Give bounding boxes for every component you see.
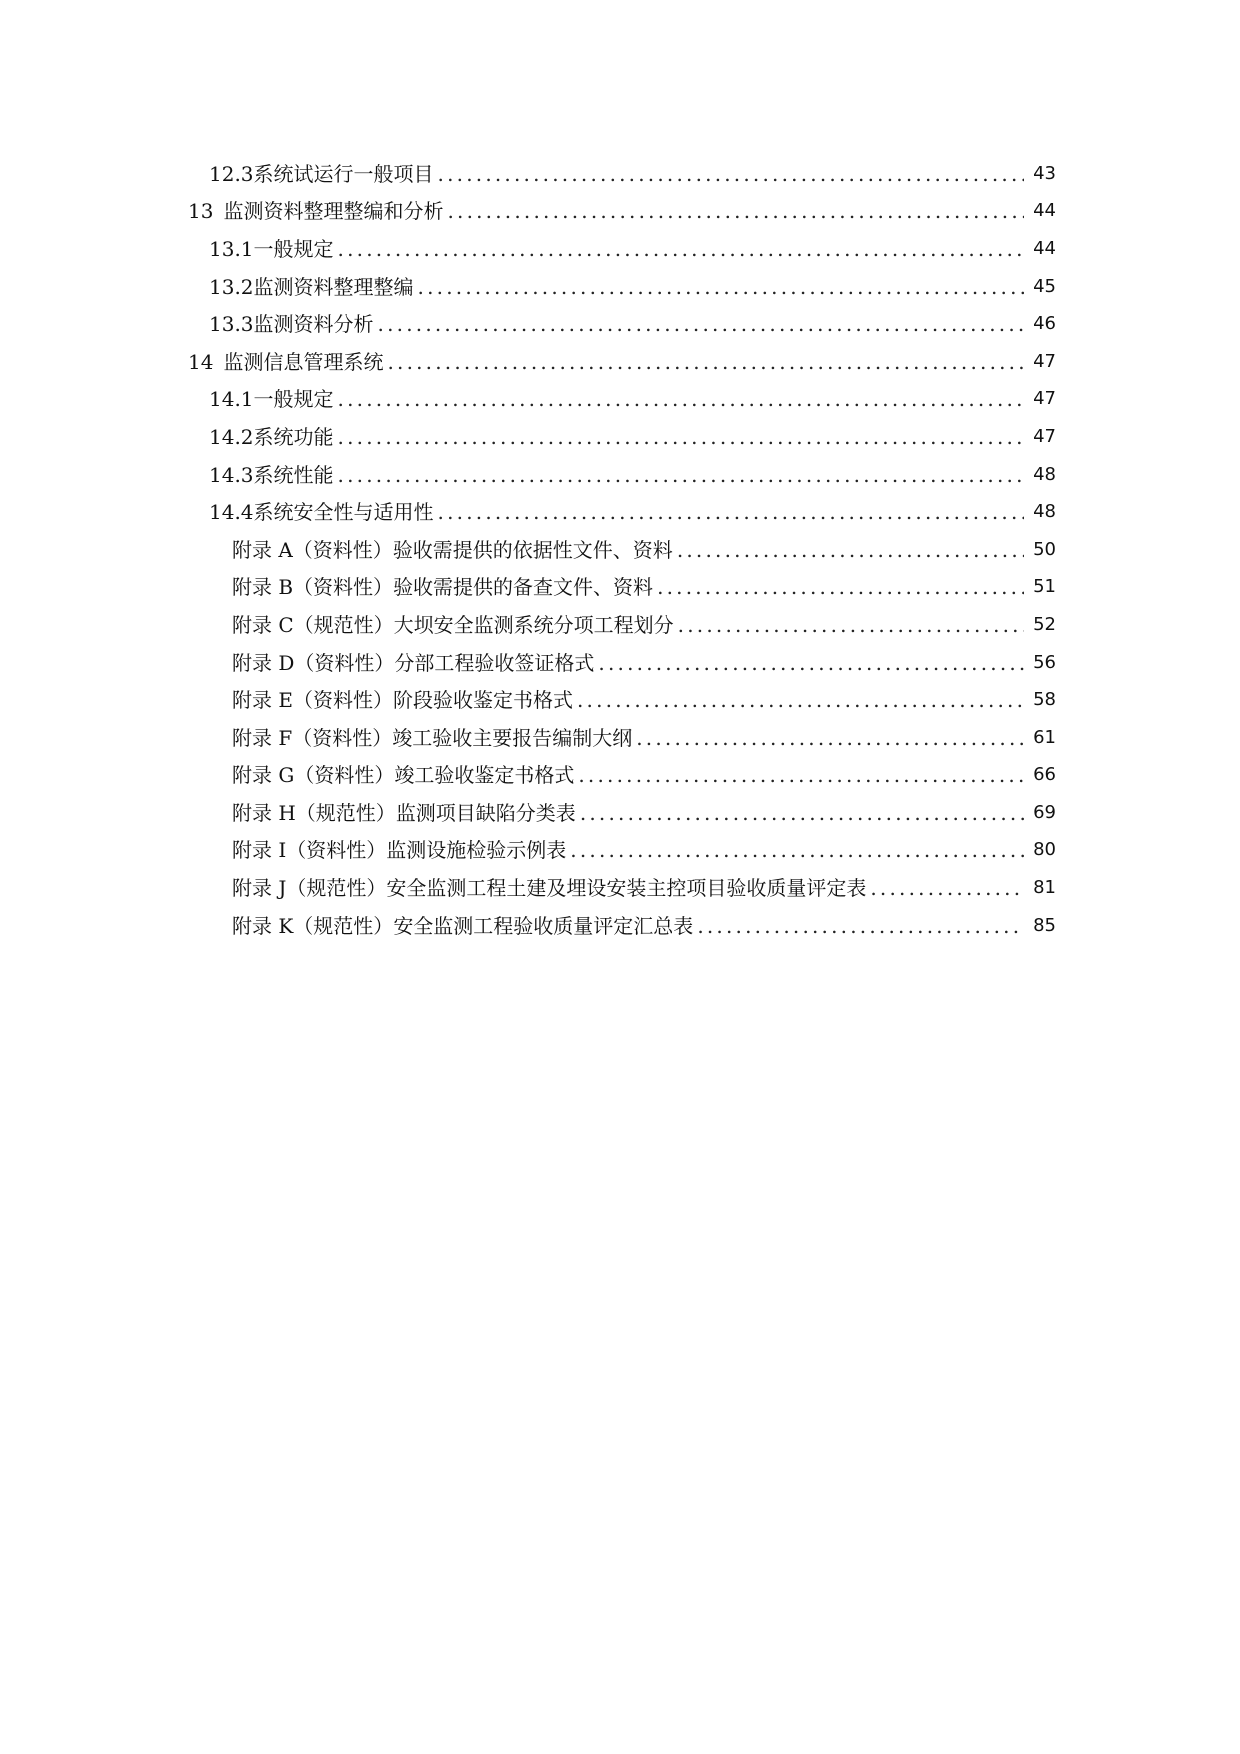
toc-entry-14-3[interactable]	[0, 456, 1056, 494]
toc-page-number: 47	[1033, 425, 1056, 447]
toc-title: 验收需提供的备查文件、资料	[393, 575, 654, 600]
toc-entry-14-4[interactable]	[0, 493, 1056, 531]
toc-number: 附录 I（资料性）	[232, 838, 387, 863]
toc-page-number: 81	[1033, 877, 1056, 899]
toc-title: 大坝安全监测系统分项工程划分	[393, 612, 674, 637]
dot-leader	[678, 613, 1024, 637]
toc-entry-appendix-a[interactable]	[0, 531, 1056, 569]
toc-page-number: 44	[1033, 200, 1056, 222]
dot-leader	[378, 312, 1024, 336]
toc-number: 附录 K（规范性）	[232, 913, 394, 938]
toc-title: 系统性能	[253, 462, 334, 487]
dot-leader	[657, 575, 1024, 599]
toc-number: 14.1	[209, 387, 254, 412]
toc-title: 监测项目缺陷分类表	[395, 800, 576, 825]
dot-leader	[677, 538, 1024, 562]
toc-entry-appendix-f[interactable]	[0, 719, 1056, 757]
toc-number: 14	[188, 349, 214, 374]
toc-page-number: 58	[1033, 689, 1056, 711]
dot-leader	[577, 688, 1024, 712]
toc-title: 安全监测工程验收质量评定汇总表	[393, 913, 694, 938]
toc-entry-appendix-e[interactable]	[0, 681, 1056, 719]
dot-leader	[338, 463, 1024, 487]
toc-page-number: 66	[1033, 764, 1056, 786]
toc-title: 竣工验收鉴定书格式	[394, 763, 575, 788]
toc-title: 验收需提供的依据性文件、资料	[392, 537, 673, 562]
toc-title: 监测资料整理整编和分析	[223, 199, 444, 224]
toc-page-number: 48	[1033, 463, 1056, 485]
toc-number: 附录 C（规范性）	[232, 612, 394, 637]
toc-number: 附录 J（规范性）	[232, 876, 387, 901]
dot-leader	[697, 914, 1024, 938]
toc-title: 系统安全性与适用性	[253, 500, 434, 525]
toc-title: 分部工程验收签证格式	[394, 650, 595, 675]
toc-number: 13.3	[209, 312, 254, 337]
dot-leader	[570, 838, 1024, 862]
toc-entry-appendix-b[interactable]	[0, 569, 1056, 607]
toc-title: 监测信息管理系统	[223, 349, 384, 374]
toc-number: 附录 G（资料性）	[232, 763, 395, 788]
toc-number: 附录 D（资料性）	[232, 650, 395, 675]
dot-leader	[387, 350, 1024, 374]
toc-page-number: 48	[1033, 501, 1056, 523]
dot-leader	[338, 237, 1024, 261]
toc-number: 13	[188, 199, 214, 224]
dot-leader	[447, 199, 1024, 223]
toc-page-number: 52	[1033, 613, 1056, 635]
toc-title: 监测资料整理整编	[253, 274, 414, 299]
dot-leader	[580, 801, 1024, 825]
toc-page-number: 47	[1033, 388, 1056, 410]
toc-entry-12-3[interactable]	[0, 155, 1056, 193]
toc-page-number: 45	[1033, 275, 1056, 297]
dot-leader	[338, 425, 1024, 449]
toc-entry-14-1[interactable]	[0, 381, 1056, 419]
dot-leader	[598, 651, 1024, 675]
toc-entry-13-2[interactable]	[0, 268, 1056, 306]
dot-leader	[636, 726, 1024, 750]
toc-number: 14.3	[209, 462, 254, 487]
toc-entry-appendix-g[interactable]	[0, 757, 1056, 795]
toc-entry-appendix-d[interactable]	[0, 644, 1056, 682]
toc-entry-appendix-i[interactable]	[0, 832, 1056, 870]
toc-number: 12.3	[209, 161, 254, 186]
toc-page-number: 43	[1033, 162, 1056, 184]
toc-page-number: 51	[1033, 576, 1056, 598]
toc-page-number: 56	[1033, 651, 1056, 673]
toc-page-number: 50	[1033, 538, 1056, 560]
toc-entry-appendix-k[interactable]	[0, 907, 1056, 945]
toc-title: 安全监测工程土建及埋设安装主控项目验收质量评定表	[386, 876, 867, 901]
toc-title: 一般规定	[253, 387, 334, 412]
dot-leader	[870, 876, 1024, 900]
table-of-contents	[0, 155, 1240, 944]
toc-page-number: 80	[1033, 839, 1056, 861]
toc-title: 一般规定	[253, 236, 334, 261]
toc-page-number: 69	[1033, 801, 1056, 823]
toc-number: 附录 B（资料性）	[232, 575, 394, 600]
toc-entry-13-3[interactable]	[0, 305, 1056, 343]
toc-title: 阶段验收鉴定书格式	[392, 688, 573, 713]
toc-page-number: 85	[1033, 914, 1056, 936]
toc-page-number: 47	[1033, 350, 1056, 372]
toc-number: 附录 F（资料性）	[232, 725, 393, 750]
toc-title: 系统试运行一般项目	[253, 161, 434, 186]
toc-number: 13.1	[209, 236, 254, 261]
toc-number: 附录 E（资料性）	[232, 688, 393, 713]
dot-leader	[338, 387, 1024, 411]
dot-leader	[438, 162, 1024, 186]
toc-number: 13.2	[209, 274, 254, 299]
toc-number: 附录 A（资料性）	[232, 537, 393, 562]
toc-number: 14.2	[209, 424, 254, 449]
toc-page-number: 61	[1033, 726, 1056, 748]
toc-page-number: 46	[1033, 313, 1056, 335]
toc-number: 附录 H（规范性）	[232, 800, 396, 825]
toc-title: 竣工验收主要报告编制大纲	[392, 725, 633, 750]
dot-leader	[418, 275, 1024, 299]
toc-entry-appendix-h[interactable]	[0, 794, 1056, 832]
toc-title: 监测设施检验示例表	[386, 838, 567, 863]
toc-page-number: 44	[1033, 237, 1056, 259]
dot-leader	[438, 500, 1024, 524]
toc-entry-13[interactable]	[0, 193, 1056, 231]
toc-entry-14[interactable]	[0, 343, 1056, 381]
toc-entry-14-2[interactable]	[0, 418, 1056, 456]
toc-entry-13-1[interactable]	[0, 230, 1056, 268]
toc-entry-appendix-j[interactable]	[0, 869, 1056, 907]
toc-title: 监测资料分析	[253, 312, 374, 337]
toc-number: 14.4	[209, 500, 254, 525]
dot-leader	[578, 763, 1024, 787]
toc-entry-appendix-c[interactable]	[0, 606, 1056, 644]
toc-title: 系统功能	[253, 424, 334, 449]
